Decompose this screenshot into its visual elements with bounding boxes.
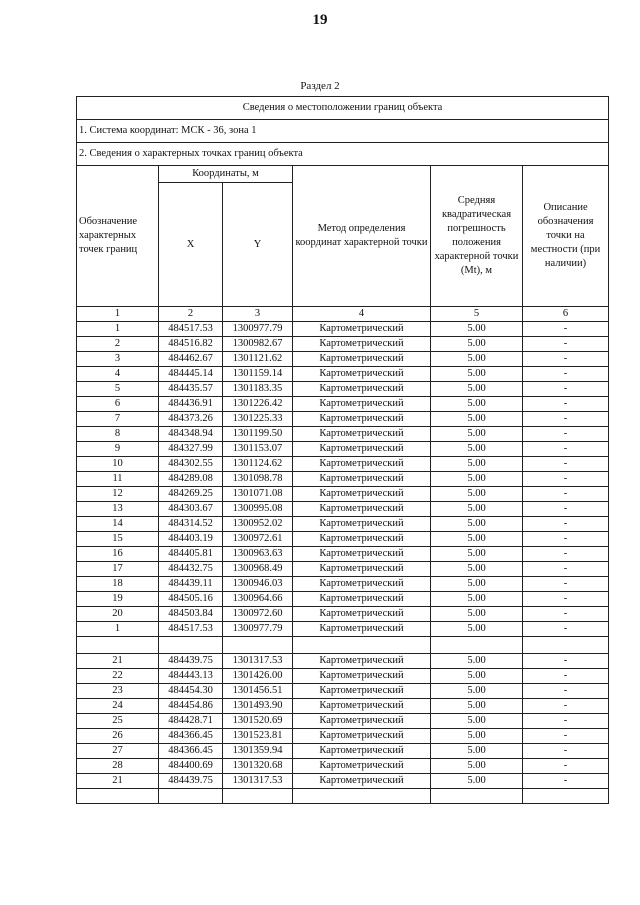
description-cell: -: [523, 607, 609, 622]
y-coordinate-cell: 1300946.03: [223, 577, 293, 592]
description-cell: -: [523, 412, 609, 427]
error-cell: 5.00: [431, 684, 523, 699]
x-coordinate-cell: 484454.86: [159, 699, 223, 714]
y-coordinate-cell: 1301071.08: [223, 487, 293, 502]
point-number-cell: 22: [77, 669, 159, 684]
point-number-cell: 15: [77, 532, 159, 547]
error-cell: 5.00: [431, 532, 523, 547]
error-cell: 5.00: [431, 654, 523, 669]
table-row: [77, 322, 609, 337]
method-cell: Картометрический: [293, 322, 431, 337]
point-number-cell: 11: [77, 472, 159, 487]
description-cell: -: [523, 487, 609, 502]
error-cell: 5.00: [431, 457, 523, 472]
description-cell: -: [523, 502, 609, 517]
description-cell: -: [523, 577, 609, 592]
method-cell: Картометрический: [293, 382, 431, 397]
x-coordinate-cell: 484366.45: [159, 729, 223, 744]
y-coordinate-cell: 1301225.33: [223, 412, 293, 427]
x-coordinate-cell: 484403.19: [159, 532, 223, 547]
table-row: [77, 517, 609, 532]
table-end-spacer: [77, 789, 609, 804]
description-cell: -: [523, 684, 609, 699]
error-cell: 5.00: [431, 487, 523, 502]
point-number-cell: 21: [77, 774, 159, 789]
x-coordinate-cell: 484405.81: [159, 547, 223, 562]
group-separator: [77, 637, 609, 654]
error-cell: 5.00: [431, 699, 523, 714]
point-number-cell: 28: [77, 759, 159, 774]
error-cell: 5.00: [431, 427, 523, 442]
y-coordinate-cell: 1300972.61: [223, 532, 293, 547]
description-cell: -: [523, 457, 609, 472]
description-cell: -: [523, 547, 609, 562]
x-coordinate-cell: 484428.71: [159, 714, 223, 729]
group1-rows: [77, 322, 609, 637]
error-cell: 5.00: [431, 547, 523, 562]
y-coordinate-cell: 1301098.78: [223, 472, 293, 487]
point-number-cell: 8: [77, 427, 159, 442]
method-cell: Картометрический: [293, 654, 431, 669]
header-error: Средняя квадратическая погрешность положения характерной точки (Mt), м: [431, 166, 523, 307]
x-coordinate-cell: 484314.52: [159, 517, 223, 532]
error-cell: 5.00: [431, 562, 523, 577]
method-cell: Картометрический: [293, 774, 431, 789]
x-coordinate-cell: 484348.94: [159, 427, 223, 442]
point-number-cell: 16: [77, 547, 159, 562]
table-row: [77, 577, 609, 592]
y-coordinate-cell: 1301121.62: [223, 352, 293, 367]
y-coordinate-cell: 1301520.69: [223, 714, 293, 729]
description-cell: -: [523, 532, 609, 547]
description-cell: -: [523, 382, 609, 397]
point-number-cell: 9: [77, 442, 159, 457]
description-cell: -: [523, 774, 609, 789]
table-row: [77, 442, 609, 457]
y-coordinate-cell: 1300964.66: [223, 592, 293, 607]
error-cell: 5.00: [431, 397, 523, 412]
table-row: [77, 684, 609, 699]
table-row: [77, 412, 609, 427]
description-cell: -: [523, 592, 609, 607]
error-cell: 5.00: [431, 442, 523, 457]
header-y: Y: [223, 183, 293, 307]
point-number-cell: 14: [77, 517, 159, 532]
y-coordinate-cell: 1301124.62: [223, 457, 293, 472]
x-coordinate-cell: 484439.11: [159, 577, 223, 592]
point-number-cell: 4: [77, 367, 159, 382]
y-coordinate-cell: 1301153.07: [223, 442, 293, 457]
error-cell: 5.00: [431, 412, 523, 427]
x-coordinate-cell: 484517.53: [159, 622, 223, 637]
error-cell: 5.00: [431, 472, 523, 487]
description-cell: -: [523, 562, 609, 577]
x-coordinate-cell: 484516.82: [159, 337, 223, 352]
x-coordinate-cell: 484505.16: [159, 592, 223, 607]
method-cell: Картометрический: [293, 412, 431, 427]
point-number-cell: 19: [77, 592, 159, 607]
y-coordinate-cell: 1300982.67: [223, 337, 293, 352]
x-coordinate-cell: 484443.13: [159, 669, 223, 684]
table-row: [77, 487, 609, 502]
error-cell: 5.00: [431, 502, 523, 517]
table-row: [77, 592, 609, 607]
method-cell: Картометрический: [293, 352, 431, 367]
x-coordinate-cell: 484289.08: [159, 472, 223, 487]
header-coordinates: Координаты, м: [159, 166, 293, 183]
method-cell: Картометрический: [293, 622, 431, 637]
description-cell: -: [523, 367, 609, 382]
x-coordinate-cell: 484435.57: [159, 382, 223, 397]
point-number-cell: 24: [77, 699, 159, 714]
method-cell: Картометрический: [293, 592, 431, 607]
error-cell: 5.00: [431, 367, 523, 382]
table-title: Сведения о местоположении границ объекта: [77, 97, 609, 120]
point-number-cell: 3: [77, 352, 159, 367]
table-row: [77, 622, 609, 637]
column-number-4: 4: [293, 307, 431, 322]
point-number-cell: 18: [77, 577, 159, 592]
error-cell: 5.00: [431, 322, 523, 337]
y-coordinate-cell: 1301359.94: [223, 744, 293, 759]
point-number-cell: 6: [77, 397, 159, 412]
description-cell: -: [523, 517, 609, 532]
error-cell: 5.00: [431, 744, 523, 759]
header-designation: Обозначение характерных точек границ: [77, 166, 159, 307]
method-cell: Картометрический: [293, 397, 431, 412]
y-coordinate-cell: 1301523.81: [223, 729, 293, 744]
x-coordinate-cell: 484366.45: [159, 744, 223, 759]
x-coordinate-cell: 484327.99: [159, 442, 223, 457]
error-cell: 5.00: [431, 607, 523, 622]
error-cell: 5.00: [431, 759, 523, 774]
description-cell: -: [523, 337, 609, 352]
table-row: [77, 607, 609, 622]
method-cell: Картометрический: [293, 487, 431, 502]
error-cell: 5.00: [431, 592, 523, 607]
x-coordinate-cell: 484432.75: [159, 562, 223, 577]
table-row: [77, 714, 609, 729]
error-cell: 5.00: [431, 337, 523, 352]
point-number-cell: 5: [77, 382, 159, 397]
y-coordinate-cell: 1300968.49: [223, 562, 293, 577]
column-number-2: 2: [159, 307, 223, 322]
method-cell: Картометрический: [293, 744, 431, 759]
table-row: [77, 562, 609, 577]
points-heading-row: 2. Сведения о характерных точках границ объекта: [77, 143, 609, 166]
column-number-5: 5: [431, 307, 523, 322]
method-cell: Картометрический: [293, 502, 431, 517]
y-coordinate-cell: 1301226.42: [223, 397, 293, 412]
description-cell: -: [523, 472, 609, 487]
method-cell: Картометрический: [293, 337, 431, 352]
y-coordinate-cell: 1301199.50: [223, 427, 293, 442]
page-number: 19: [312, 12, 328, 28]
table-row: [77, 427, 609, 442]
table-row: [77, 367, 609, 382]
x-coordinate-cell: 484503.84: [159, 607, 223, 622]
y-coordinate-cell: 1301493.90: [223, 699, 293, 714]
description-cell: -: [523, 654, 609, 669]
header-x: X: [159, 183, 223, 307]
point-number-cell: 17: [77, 562, 159, 577]
method-cell: Картометрический: [293, 442, 431, 457]
description-cell: -: [523, 759, 609, 774]
description-cell: -: [523, 622, 609, 637]
description-cell: -: [523, 322, 609, 337]
group2-rows: [77, 654, 609, 789]
table-row: [77, 744, 609, 759]
x-coordinate-cell: 484373.26: [159, 412, 223, 427]
method-cell: Картометрический: [293, 607, 431, 622]
method-cell: Картометрический: [293, 669, 431, 684]
description-cell: -: [523, 699, 609, 714]
error-cell: 5.00: [431, 729, 523, 744]
y-coordinate-cell: 1301183.35: [223, 382, 293, 397]
point-number-cell: 7: [77, 412, 159, 427]
x-coordinate-cell: 484517.53: [159, 322, 223, 337]
method-cell: Картометрический: [293, 517, 431, 532]
method-cell: Картометрический: [293, 729, 431, 744]
method-cell: Картометрический: [293, 562, 431, 577]
description-cell: -: [523, 397, 609, 412]
y-coordinate-cell: 1301426.00: [223, 669, 293, 684]
section-label: Раздел 2: [300, 80, 340, 92]
method-cell: Картометрический: [293, 547, 431, 562]
table-row: [77, 397, 609, 412]
description-cell: -: [523, 714, 609, 729]
method-cell: Картометрический: [293, 427, 431, 442]
y-coordinate-cell: 1300952.02: [223, 517, 293, 532]
point-number-cell: 13: [77, 502, 159, 517]
table-row: [77, 729, 609, 744]
x-coordinate-cell: 484436.91: [159, 397, 223, 412]
table-row: [77, 774, 609, 789]
table-row: [77, 352, 609, 367]
header-description: Описание обозначения точки на местности (при наличии): [523, 166, 609, 307]
x-coordinate-cell: 484445.14: [159, 367, 223, 382]
table-row: [77, 669, 609, 684]
table-row: [77, 502, 609, 517]
x-coordinate-cell: 484454.30: [159, 684, 223, 699]
y-coordinate-cell: 1301317.53: [223, 654, 293, 669]
column-number-6: 6: [523, 307, 609, 322]
table-row: [77, 472, 609, 487]
point-number-cell: 12: [77, 487, 159, 502]
point-number-cell: 10: [77, 457, 159, 472]
y-coordinate-cell: 1301317.53: [223, 774, 293, 789]
method-cell: Картометрический: [293, 684, 431, 699]
coord-system-row: 1. Система координат: МСК - 36, зона 1: [77, 120, 609, 143]
y-coordinate-cell: 1300977.79: [223, 622, 293, 637]
column-number-1: 1: [77, 307, 159, 322]
method-cell: Картометрический: [293, 367, 431, 382]
description-cell: -: [523, 744, 609, 759]
x-coordinate-cell: 484302.55: [159, 457, 223, 472]
table-row: [77, 337, 609, 352]
description-cell: -: [523, 427, 609, 442]
error-cell: 5.00: [431, 382, 523, 397]
point-number-cell: 27: [77, 744, 159, 759]
point-number-cell: 2: [77, 337, 159, 352]
x-coordinate-cell: 484439.75: [159, 654, 223, 669]
table-row: [77, 382, 609, 397]
description-cell: -: [523, 352, 609, 367]
point-number-cell: 25: [77, 714, 159, 729]
method-cell: Картометрический: [293, 457, 431, 472]
method-cell: Картометрический: [293, 532, 431, 547]
point-number-cell: 1: [77, 322, 159, 337]
x-coordinate-cell: 484400.69: [159, 759, 223, 774]
table-row: [77, 654, 609, 669]
method-cell: Картометрический: [293, 714, 431, 729]
x-coordinate-cell: 484303.67: [159, 502, 223, 517]
y-coordinate-cell: 1301320.68: [223, 759, 293, 774]
error-cell: 5.00: [431, 517, 523, 532]
description-cell: -: [523, 442, 609, 457]
table-row: [77, 759, 609, 774]
point-number-cell: 20: [77, 607, 159, 622]
description-cell: -: [523, 669, 609, 684]
table-row: [77, 532, 609, 547]
description-cell: -: [523, 729, 609, 744]
point-number-cell: 21: [77, 654, 159, 669]
method-cell: Картометрический: [293, 699, 431, 714]
error-cell: 5.00: [431, 577, 523, 592]
error-cell: 5.00: [431, 714, 523, 729]
error-cell: 5.00: [431, 352, 523, 367]
point-number-cell: 23: [77, 684, 159, 699]
y-coordinate-cell: 1301159.14: [223, 367, 293, 382]
y-coordinate-cell: 1300972.60: [223, 607, 293, 622]
x-coordinate-cell: 484462.67: [159, 352, 223, 367]
table-row: [77, 699, 609, 714]
column-number-row: [77, 307, 609, 322]
x-coordinate-cell: 484269.25: [159, 487, 223, 502]
error-cell: 5.00: [431, 669, 523, 684]
column-number-3: 3: [223, 307, 293, 322]
method-cell: Картометрический: [293, 759, 431, 774]
boundary-points-table: [76, 96, 609, 804]
error-cell: 5.00: [431, 622, 523, 637]
table-row: [77, 457, 609, 472]
method-cell: Картометрический: [293, 472, 431, 487]
point-number-cell: 1: [77, 622, 159, 637]
y-coordinate-cell: 1300963.63: [223, 547, 293, 562]
y-coordinate-cell: 1300995.08: [223, 502, 293, 517]
y-coordinate-cell: 1300977.79: [223, 322, 293, 337]
y-coordinate-cell: 1301456.51: [223, 684, 293, 699]
x-coordinate-cell: 484439.75: [159, 774, 223, 789]
method-cell: Картометрический: [293, 577, 431, 592]
header-method: Метод определения координат характерной точки: [293, 166, 431, 307]
point-number-cell: 26: [77, 729, 159, 744]
table-row: [77, 547, 609, 562]
error-cell: 5.00: [431, 774, 523, 789]
